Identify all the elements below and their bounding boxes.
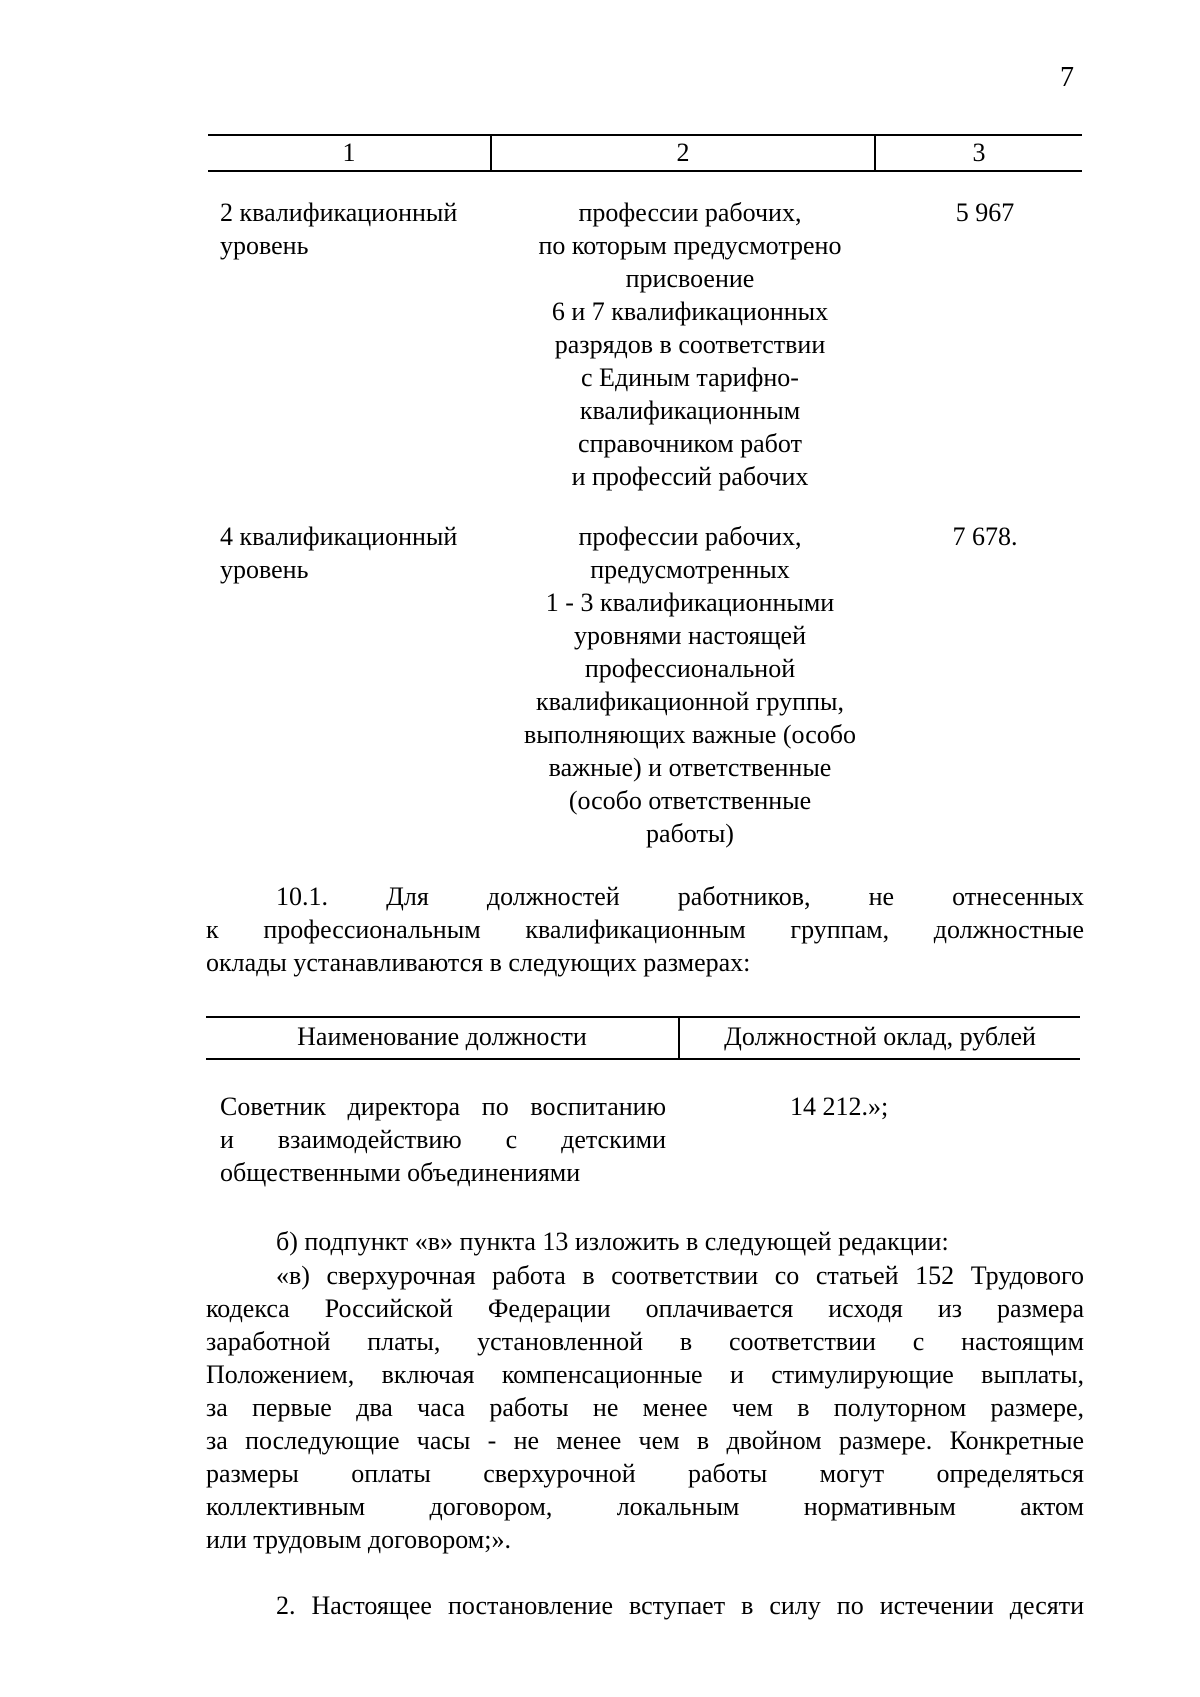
paragraph-line: или трудовым договором;».: [206, 1525, 511, 1554]
description-line: профессиональной: [584, 654, 796, 683]
paragraph-line: кодекса Российской Федерации оплачивается исходя из размера: [206, 1294, 1084, 1323]
description-line: 6 и 7 квалификационных: [551, 297, 829, 326]
level-line: уровень: [220, 231, 309, 260]
paragraph-line: к профессиональным квалификационным группам, должностные: [206, 915, 1084, 944]
paragraph-line: 2. Настоящее постановление вступает в силу по истечении десяти: [276, 1591, 1084, 1620]
description-line: с Единым тарифно-: [581, 363, 799, 392]
description-line: квалификационным: [579, 396, 801, 425]
level-line: 2 квалификационный: [220, 198, 458, 227]
paragraph-line: за первые два часа работы не менее чем в полуторном размере,: [206, 1393, 1084, 1422]
description-line: 1 - 3 квалификационными: [545, 588, 835, 617]
table1-row2-description: [480, 520, 900, 850]
paragraph-line: размеры оплаты сверхурочной работы могут определяться: [206, 1459, 1084, 1488]
table1-header-1: 1: [342, 138, 356, 167]
table1-row1-description: [480, 196, 900, 493]
table2-header-position: Наименование должности: [297, 1022, 587, 1051]
description-line: (особо ответственные: [568, 786, 812, 815]
description-line: по которым предусмотрено: [538, 231, 842, 260]
page-number: 7: [1060, 62, 1074, 93]
table2-salary: 14 212.»;: [790, 1092, 889, 1121]
table2-top-rule: [206, 1016, 1080, 1018]
table1-header-rule: [208, 170, 1082, 172]
paragraph-line: заработной платы, установленной в соответствии с настоящим: [206, 1327, 1084, 1356]
position-line: Советник директора по воспитанию: [220, 1092, 666, 1121]
para-10-1-first-line: [276, 880, 1084, 913]
table2-position: [220, 1090, 666, 1189]
table1-row2-amount: 7 678.: [952, 522, 1018, 551]
para-v-body: [206, 1292, 1084, 1556]
table1-row2-level: [220, 520, 520, 586]
description-line: квалификационной группы,: [536, 687, 844, 716]
description-line: справочником работ: [578, 429, 802, 458]
description-line: работы): [646, 819, 734, 848]
table1-header-3: 3: [972, 138, 986, 167]
description-line: профессии рабочих,: [578, 198, 802, 227]
table1-row1-amount: 5 967: [955, 198, 1015, 227]
table1-top-rule: [208, 134, 1082, 136]
para-10-1-body: [206, 913, 1084, 979]
table1-row1-level: [220, 196, 520, 262]
position-line: общественными объединениями: [220, 1158, 581, 1187]
para-2: [276, 1589, 1084, 1622]
level-line: 4 квалификационный: [220, 522, 458, 551]
paragraph-line: коллективным договором, локальным нормативным актом: [206, 1492, 1084, 1521]
para-b: б) подпункт «в» пункта 13 изложить в следующей редакции:: [276, 1227, 949, 1256]
para-v-first-line: [276, 1259, 1084, 1292]
description-line: важные) и ответственные: [548, 753, 832, 782]
description-line: присвоение: [625, 264, 755, 293]
table2-header-salary: Должностной оклад, рублей: [724, 1022, 1036, 1051]
paragraph-line: «в) сверхурочная работа в соответствии со статьей 152 Трудового: [276, 1261, 1084, 1290]
paragraph-line: Положением, включая компенсационные и стимулирующие выплаты,: [206, 1360, 1084, 1389]
description-line: разрядов в соответствии: [554, 330, 826, 359]
description-line: профессии рабочих,: [578, 522, 802, 551]
table1-header-2: 2: [676, 138, 690, 167]
description-line: и профессий рабочих: [571, 462, 809, 491]
position-line: и взаимодействию с детскими: [220, 1125, 666, 1154]
paragraph-line: 10.1. Для должностей работников, не отнесенных: [276, 882, 1084, 911]
table2-header-rule: [206, 1058, 1080, 1060]
level-line: уровень: [220, 555, 309, 584]
paragraph-line: оклады устанавливаются в следующих размерах:: [206, 948, 751, 977]
description-line: уровнями настоящей: [574, 621, 806, 650]
description-line: выполняющих важные (особо: [524, 720, 856, 749]
paragraph-line: за последующие часы - не менее чем в двойном размере. Конкретные: [206, 1426, 1084, 1455]
description-line: предусмотренных: [590, 555, 790, 584]
